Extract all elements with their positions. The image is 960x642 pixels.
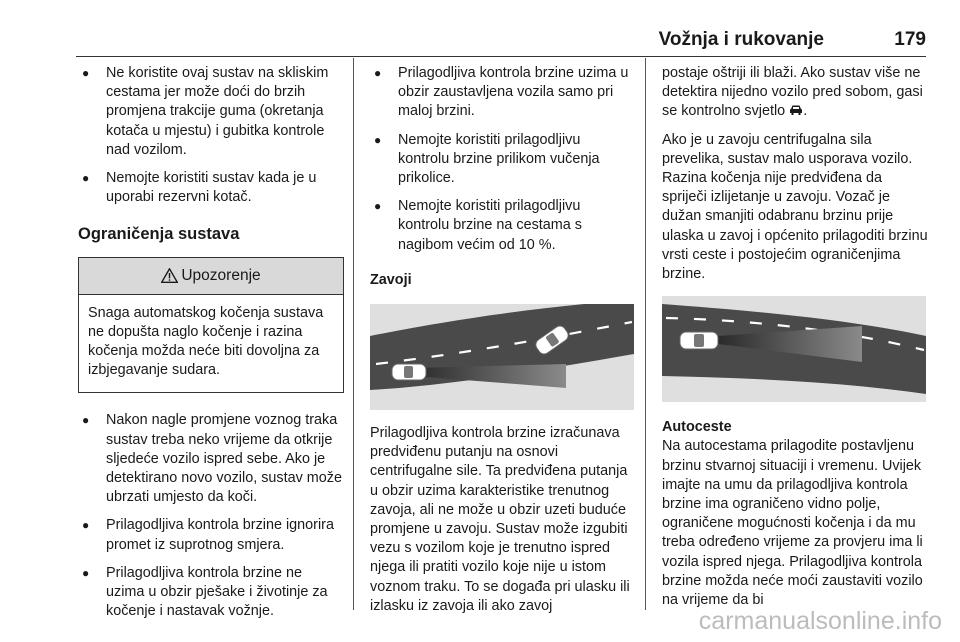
subheading-curves: Zavoji [370, 271, 412, 288]
warning-title: Upozorenje [181, 267, 261, 285]
bullet-list-bottom [78, 411, 344, 621]
list-item: ● Nemojte koristiti prilagodljivu kontrolu brzine na cestama s nagibom većim od 10 %. [370, 197, 634, 255]
list-item: ● Ne koristite ovaj sustav na skliskim cestama jer može doći do brzih promjena trakcije guma (okretanja kotača u mjestu) i gubitka kontrole nad vozilom. [78, 64, 344, 160]
list-item: ● Nemojte koristiti prilagodljivu kontrolu brzine prilikom vučenja prikolice. [370, 131, 634, 189]
list-item: ● Nemojte koristiti sustav kada je u uporabi rezervni kotač. [78, 169, 344, 207]
paragraph-1-end: . [803, 103, 808, 120]
paragraph-1 [662, 64, 928, 122]
curve-road-drawing [370, 304, 634, 410]
header-title: Vožnja i rukovanje [658, 29, 824, 50]
subheading-highways: Autoceste [662, 419, 732, 436]
list-item: ● Nakon nagle promjene voznog traka sustav treba neko vrijeme da otkrije sljedeće vozilo ispred sebe. Ako je detektirano novo vozilo, sustav može ubrzati umjesto da koči. [78, 411, 344, 507]
highway-illustration [662, 296, 926, 402]
highway-drawing [662, 296, 926, 402]
column-divider-2 [645, 58, 646, 610]
paragraph-2: Ako je u zavoju centrifugalna sila prevelika, sustav malo usporava vozilo. Razina kočenja nije predviđena da spriječi izlijetanje u zavoju. Vozač je dužan smanjiti odabranu brzinu prije ulaska u zavoj i općenito prilagoditi brzinu vrsti ceste i postojećim ograničenjima brzine. [662, 131, 928, 283]
paragraph-3: Na autocestama prilagodite postavljenu brzinu stvarnoj situaciji i vremenu. Uvijek imajte na umu da prilagodljiva kontrola brzine ima ograničeno vidno polje, ograničene mogućnosti kočenja i da mu treba određeno vrijeme za provjeru ima li vozila ispred njega. Prilagodljiva kontrola brzine možda neće moći zaustaviti vozilo na vrijeme da bi [662, 438, 923, 609]
ego-car-icon [680, 332, 718, 349]
column-divider-1 [353, 58, 354, 610]
header-rule [76, 56, 926, 57]
list-item: ● Prilagodljiva kontrola brzine ne uzima u obzir pješake i životinje za kočenje i nastavak vožnje. [78, 564, 344, 622]
page-number: 179 [894, 29, 926, 50]
paragraph-1-text: postaje oštriji ili blaži. Ako sustav više ne detektira nijedno vozilo pred sobom, gasi se kontrolno svjetlo [662, 65, 923, 120]
warning-text: Snaga automatskog kočenja sustava ne dopušta naglo kočenje i razina kočenja možda neće biti dovoljna za izbjegavanje sudara. [88, 304, 324, 379]
paragraph-curves: Prilagodljiva kontrola brzine izračunava predviđenu putanju na osnovi centrifugalne sile. Ta predviđena putanja u obzir uzima karakteristike trenutnog zavoja, ali ne može u obzir uzeti buduće promjene u zavoju. Sustav može izgubiti vezu s vozilom koje je trenutno ispred njega ili pratiti vozilo koje nije u istom voznom traku. To se događa pri ulasku ili izlasku iz zavoja ili ako zavoj [370, 425, 630, 614]
column-right [662, 64, 928, 619]
curve-road-illustration [370, 304, 634, 410]
list-item: ● Prilagodljiva kontrola brzine uzima u obzir zaustavljena vozila samo pri maloj brzini. [370, 64, 634, 122]
list-item: ● Prilagodljiva kontrola brzine ignorira promet iz suprotnog smjera. [78, 516, 344, 554]
column-left [78, 64, 344, 630]
watermark: carmanualsonline.info [698, 607, 942, 635]
warning-header [79, 258, 343, 295]
warning-triangle-icon [161, 268, 178, 283]
warning-box [78, 257, 344, 394]
car-front-icon [789, 104, 803, 116]
column-middle [370, 64, 634, 625]
ego-car-icon [392, 364, 426, 380]
bullet-list [370, 64, 634, 255]
bullet-list-top [78, 64, 344, 207]
section-heading: Ograničenja sustava [78, 225, 240, 244]
